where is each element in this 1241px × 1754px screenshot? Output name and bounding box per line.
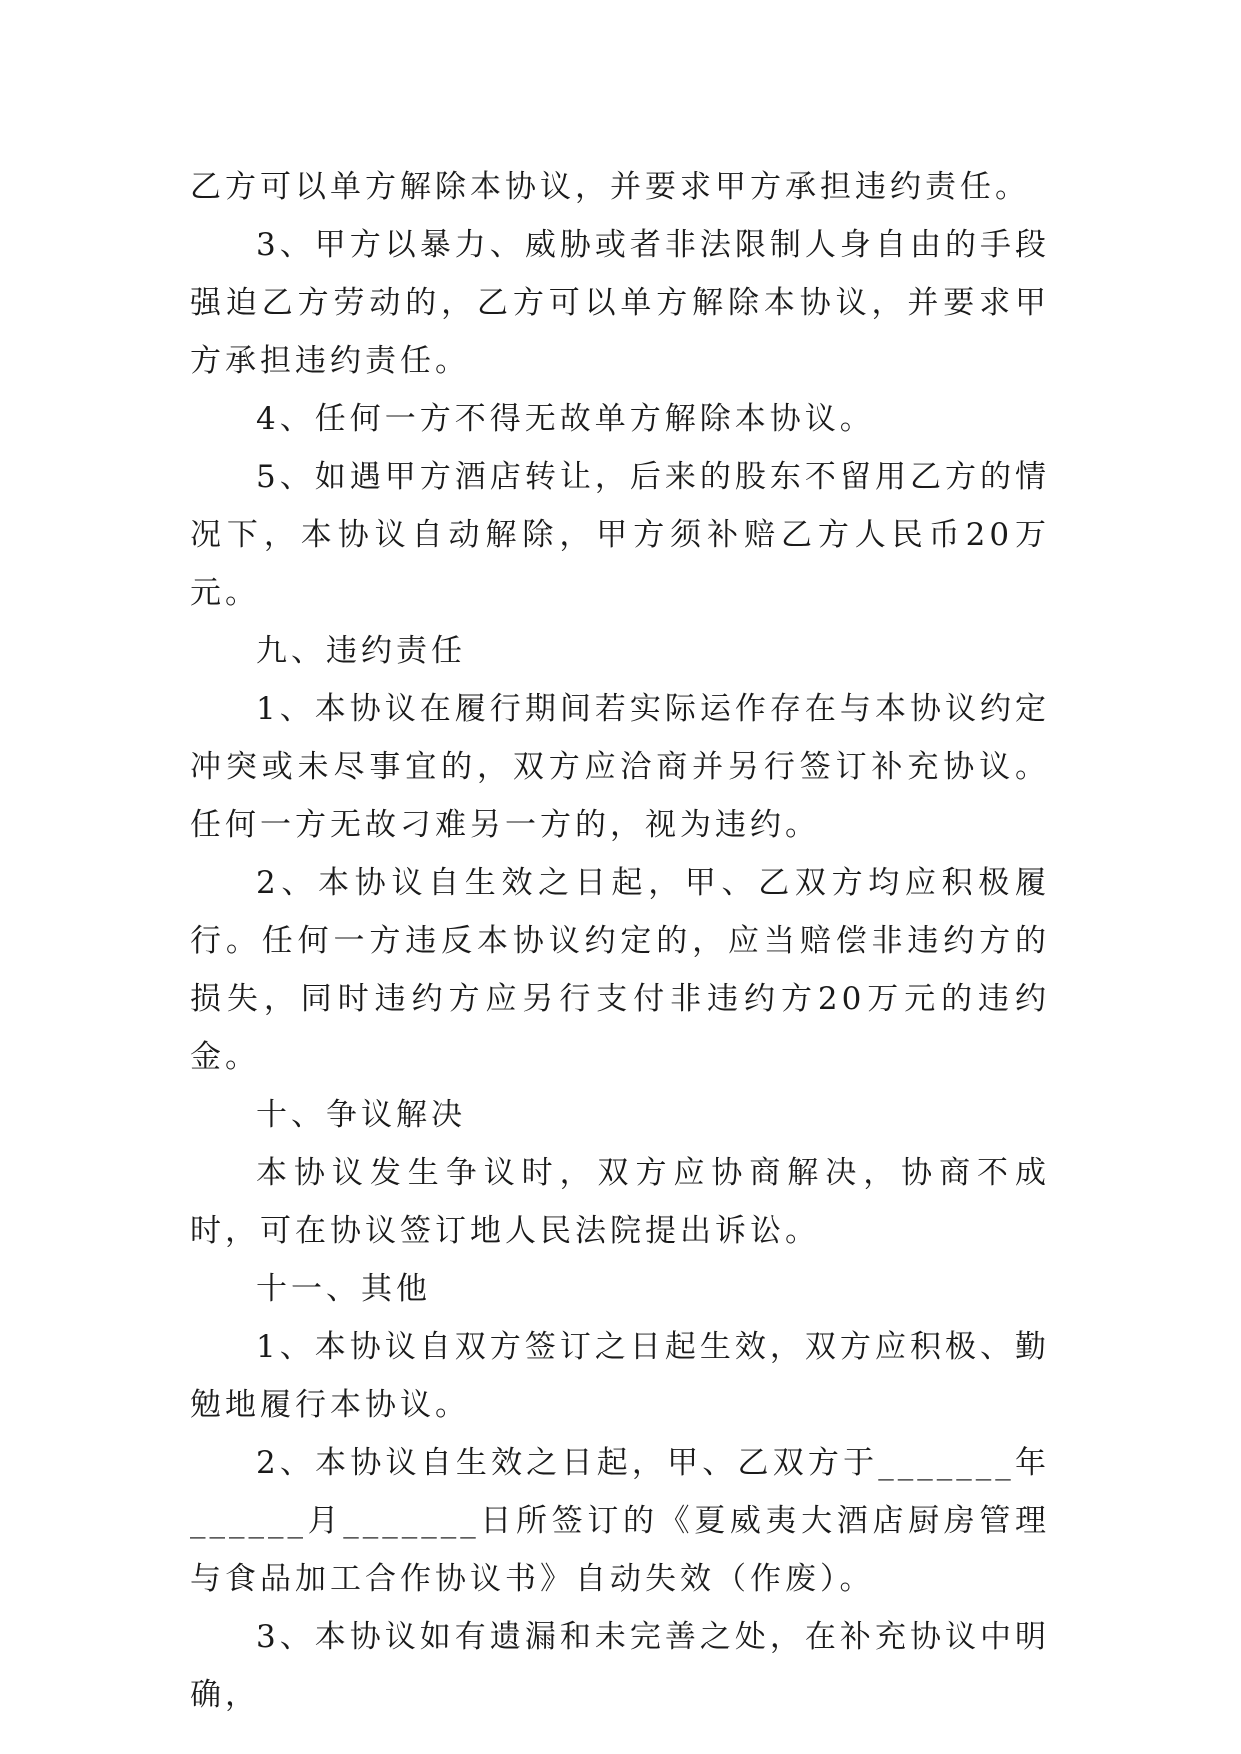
document-body: [190, 158, 1050, 1724]
paragraph-7: 2、本协议自生效之日起，甲、乙双方均应积极履行。任何一方违反本协议约定的，应当赔偿非违约方的损失，同时违约方应另行支付非违约方20万元的违约金。: [190, 865, 1050, 1075]
paragraph-2: 3、甲方以暴力、威胁或者非法限制人身自由的手段强迫乙方劳动的，乙方可以单方解除本协议，并要求甲方承担违约责任。: [190, 227, 1050, 379]
paragraph-9: 本协议发生争议时，双方应协商解决，协商不成时，可在协议签订地人民法院提出诉讼。: [190, 1155, 1050, 1249]
paragraph-3: 4、任何一方不得无故单方解除本协议。: [256, 401, 875, 437]
section-heading-dispute-resolution: 十、争议解决: [256, 1097, 466, 1133]
paragraph-1: 乙方可以单方解除本协议，并要求甲方承担违约责任。: [190, 169, 1030, 205]
paragraph-4: 5、如遇甲方酒店转让，后来的股东不留用乙方的情况下，本协议自动解除，甲方须补赔乙方人民币20万元。: [190, 459, 1050, 611]
paragraph-12: 2、本协议自生效之日起，甲、乙双方于_______年______月_______日所签订的《夏威夷大酒店厨房管理与食品加工合作协议书》自动失效（作废）。: [190, 1445, 1050, 1597]
paragraph-6: 1、本协议在履行期间若实际运作存在与本协议约定冲突或未尽事宜的，双方应洽商并另行签订补充协议。任何一方无故刁难另一方的，视为违约。: [190, 691, 1050, 843]
section-heading-breach-liability: 九、违约责任: [256, 633, 466, 669]
paragraph-13: 3、本协议如有遗漏和未完善之处，在补充协议中明确，: [190, 1619, 1050, 1713]
paragraph-11: 1、本协议自双方签订之日起生效，双方应积极、勤勉地履行本协议。: [190, 1329, 1050, 1423]
section-heading-other: 十一、其他: [256, 1271, 431, 1307]
